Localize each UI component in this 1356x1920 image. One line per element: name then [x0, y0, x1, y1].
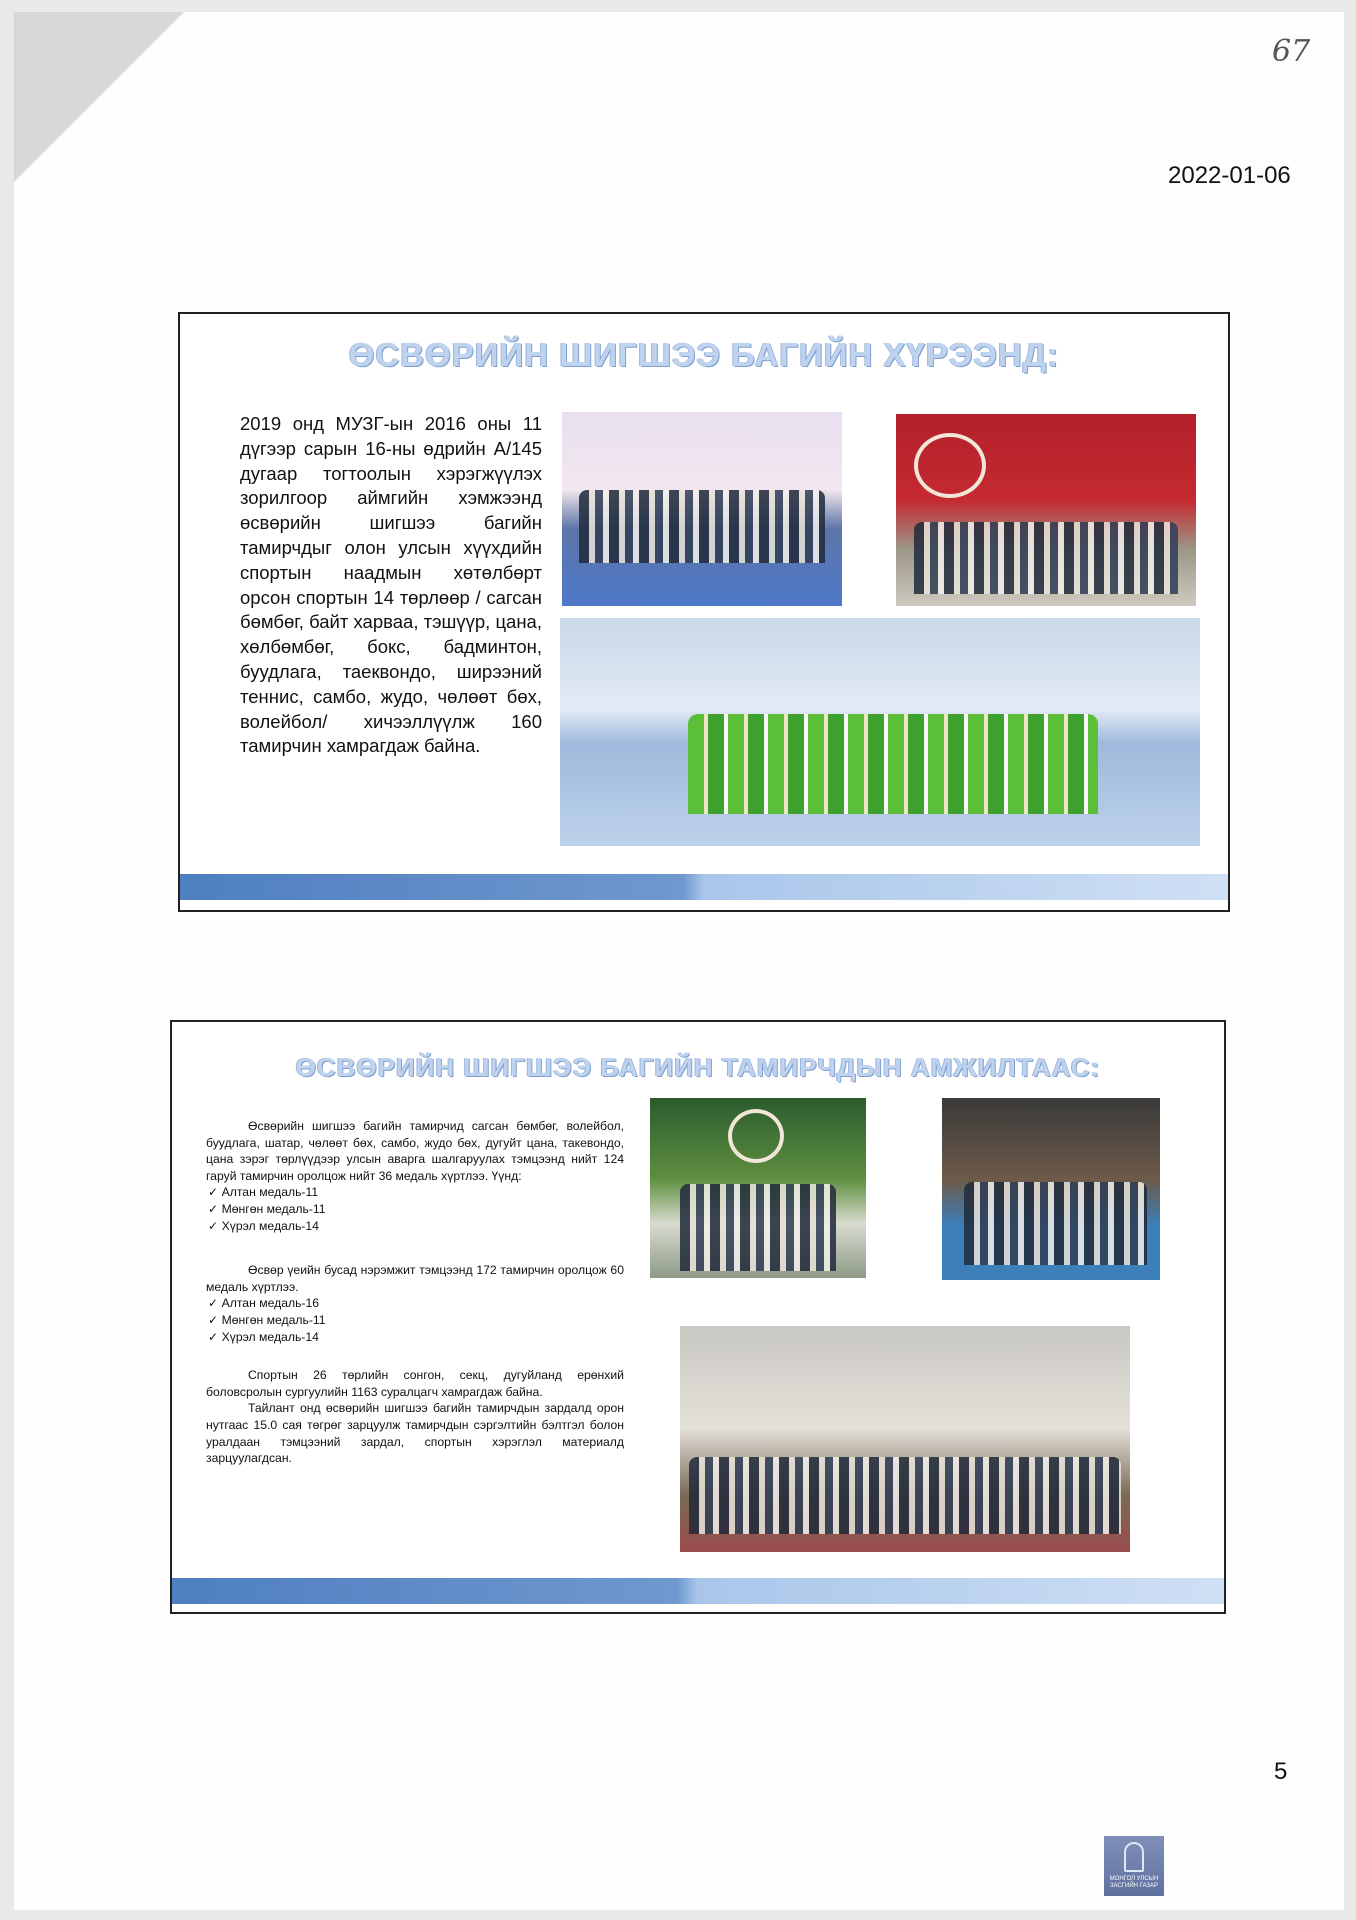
list-item: ✓ Хүрэл медаль-14: [208, 1218, 624, 1235]
logo-caption: МОНГОЛ УЛСЫН ЗАСГИЙН ГАЗАР: [1109, 1876, 1159, 1889]
photo-wrestling-medalists: [942, 1098, 1160, 1280]
medal-list-1: [208, 1184, 624, 1234]
handwritten-page-number: 67: [1272, 34, 1311, 69]
slide-1: [178, 312, 1230, 912]
page-fold-corner: [14, 12, 184, 182]
slide-1-footer-band: [180, 874, 1228, 900]
list-item: ✓ Мөнгөн медаль-11: [208, 1201, 624, 1218]
paragraph-sections: Спортын 26 төрлийн сонгон, секц, дугуйланд ерөнхий боловсролын сургуулийн 1163 суралцагч хамрагдаж байна.: [206, 1368, 624, 1399]
document-date: 2022-01-06: [1168, 162, 1291, 189]
paragraph-medals-other: Өсвөр үеийн бусад нэрэмжит тэмцээнд 172 тамирчин оролцож 60 медаль хүртлээ.: [206, 1263, 624, 1294]
medal-list-2: [208, 1295, 624, 1345]
photo-group-gym: [562, 412, 842, 606]
paragraph-funding: Тайлант онд өсвөрийн шигшээ багийн тамирчдын зардалд орон нутгаас 15.0 сая төгрөг зарцуулж тамирчдын сэргэлтийн бэлтгэл болон уралдаан тэмцээний зардал, спортын хэрэглэл материалд зарцуулагдсан.: [206, 1401, 624, 1466]
list-item: ✓ Алтан медаль-16: [208, 1295, 624, 1312]
photo-group-red-banner: [896, 414, 1196, 606]
slide-2-title: ӨСВӨРИЙН ШИГШЭЭ БАГИЙН ТАМИРЧДЫН АМЖИЛТААС:: [295, 1052, 1101, 1082]
slide-2-text: [206, 1118, 624, 1467]
paragraph-medals-national: Өсвөрийн шигшээ багийн тамирчид сагсан бөмбөг, волейбол, буудлага, шатар, чөлөөт бөх, самбо, жудо бөх, дугуйт цана, такевондо, цана зэрэг төрлүүдээр улсын аварга шалгаруулах тэмцээнд нийт 124 гаруй тамирчин оролцож нийт 36 медаль хүртлээ. Үүнд:: [206, 1119, 624, 1183]
photo-football-team: [560, 618, 1200, 846]
government-logo: [1104, 1836, 1164, 1896]
photo-judo-medalists: [650, 1098, 866, 1278]
list-item: ✓ Хүрэл медаль-14: [208, 1329, 624, 1346]
slide-1-title: ӨСВӨРИЙН ШИГШЭЭ БАГИЙН ХҮРЭЭНД:: [348, 336, 1060, 373]
slide-2-footer-band: [172, 1578, 1224, 1604]
soyombo-icon: [1124, 1842, 1144, 1872]
list-item: ✓ Мөнгөн медаль-11: [208, 1312, 624, 1329]
photo-team-hall: [680, 1326, 1130, 1552]
slide-2: [170, 1020, 1226, 1614]
scanned-page: [14, 12, 1344, 1910]
list-item: ✓ Алтан медаль-11: [208, 1184, 624, 1201]
page-number: 5: [1274, 1758, 1288, 1785]
slide-1-text: 2019 онд МУЗГ-ын 2016 оны 11 дүгээр сарын 16-ны өдрийн А/145 дугаар тогтоолын хэрэгжүүлэх зорилгоор аймгийн хэмжээнд өсвөрийн шигшээ багийн тамирчдыг олон улсын хүүхдийн спортын наадмын хөтөлбөрт орсон спортын 14 төрлөөр / сагсан бөмбөг, байт харваа, тэшүүр, цана, хөлбөмбөг, бокс, бадминтон, буудлага, таеквондо, ширээний теннис, самбо, жудо, чөлөөт бөх, волейбол/ хичээллүүлж 160 тамирчин хамрагдаж байна.: [240, 413, 542, 757]
